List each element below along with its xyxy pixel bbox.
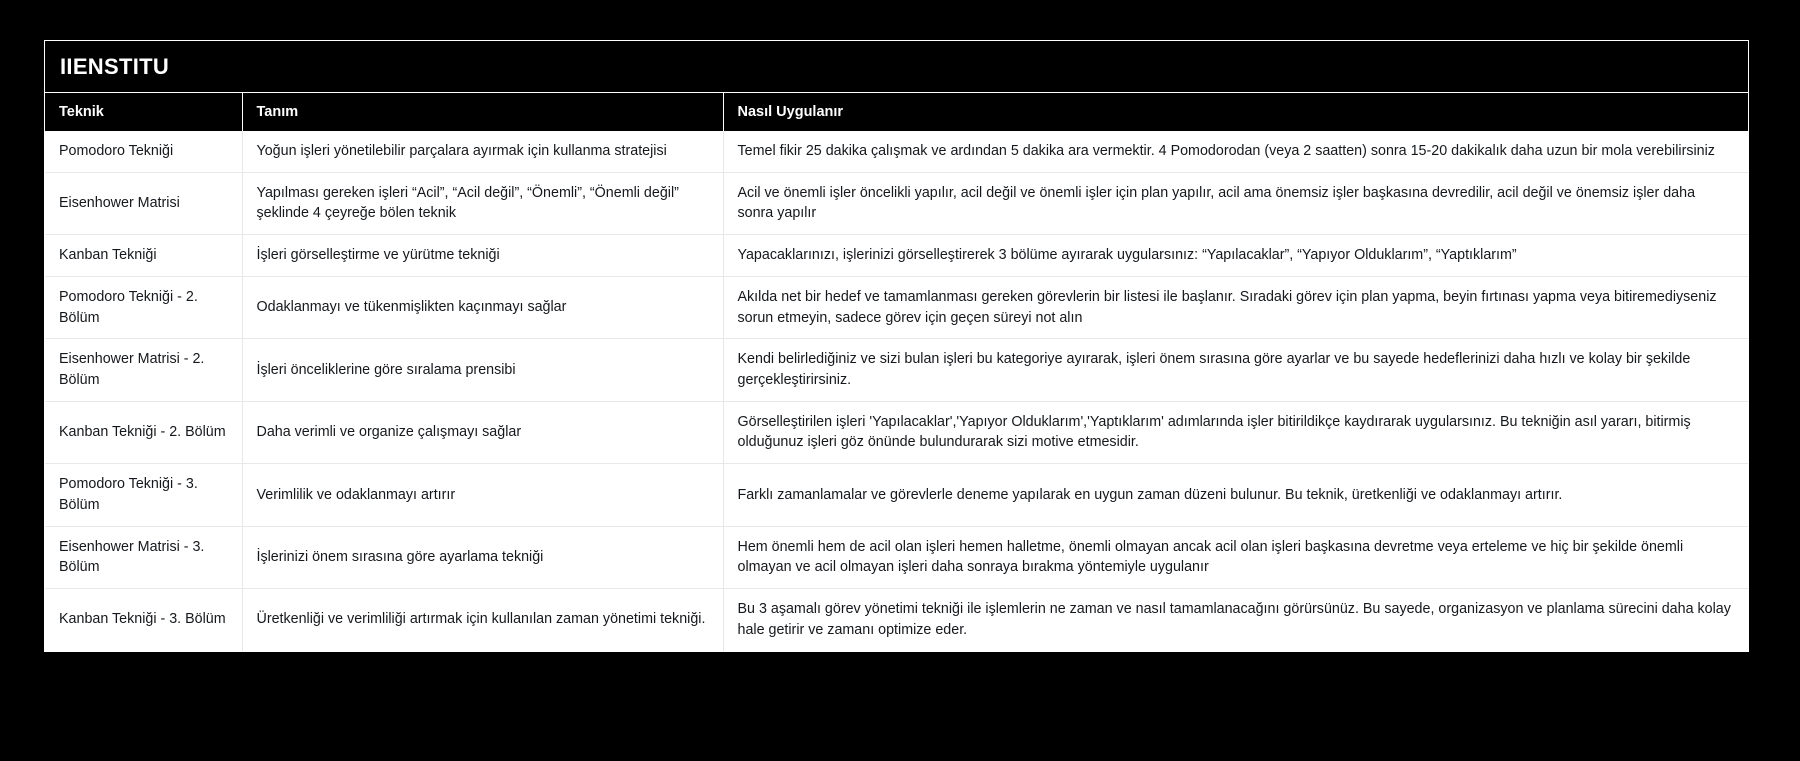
cell-teknik: Pomodoro Tekniği - 2. Bölüm (45, 276, 242, 338)
cell-teknik: Eisenhower Matrisi - 2. Bölüm (45, 339, 242, 401)
cell-nasil-uygulanir: Temel fikir 25 dakika çalışmak ve ardından 5 dakika ara vermektir. 4 Pomodorodan (veya 2 saatten) sonra 15-20 dakikalık daha uzun bir mola verebilirsiniz (723, 131, 1748, 172)
cell-nasil-uygulanir: Akılda net bir hedef ve tamamlanması gereken görevlerin bir listesi ile başlanır. Sıradaki görev için plan yapma, beyin fırtınası yapma veya bitiremediyseniz sorun etmeyin, sadece görev için geçen süreyi not alın (723, 276, 1748, 338)
cell-nasil-uygulanir: Yapacaklarınızı, işlerinizi görselleştirerek 3 bölüme ayırarak uygularsınız: “Yapılacaklar”, “Yapıyor Olduklarım”, “Yaptıklarım” (723, 235, 1748, 277)
cell-tanim: İşleri önceliklerine göre sıralama prensibi (242, 339, 723, 401)
cell-nasil-uygulanir: Hem önemli hem de acil olan işleri hemen halletme, önemli olmayan ancak acil olan işleri başkasına devretme veya erteleme ve hiç bir şekilde önemli olmayan ve acil olmayan işleri daha sonraya bırakma yöntemiyle uygulanır (723, 526, 1748, 588)
table-row (45, 526, 1748, 588)
table-row (45, 131, 1748, 172)
column-header-nasil-uygulanir: Nasıl Uygulanır (723, 93, 1748, 131)
techniques-table (45, 93, 1748, 651)
column-header-tanim: Tanım (242, 93, 723, 131)
cell-nasil-uygulanir: Farklı zamanlamalar ve görevlerle deneme yapılarak en uygun zaman düzeni bulunur. Bu teknik, üretkenliği ve odaklanmayı artırır. (723, 464, 1748, 526)
cell-tanim: Daha verimli ve organize çalışmayı sağlar (242, 401, 723, 463)
table-row (45, 464, 1748, 526)
cell-teknik: Kanban Tekniği - 2. Bölüm (45, 401, 242, 463)
cell-teknik: Kanban Tekniği - 3. Bölüm (45, 589, 242, 651)
cell-nasil-uygulanir: Görselleştirilen işleri 'Yapılacaklar','Yapıyor Olduklarım','Yaptıklarım' adımlarında işler bitirildikçe kaydırarak uygularsınız. Bu tekniğin asıl yararı, bitirmiş olduğunuz işleri göz önünde bulundurarak sizi motive etmesidir. (723, 401, 1748, 463)
techniques-table-card (44, 40, 1749, 652)
cell-tanim: İşleri görselleştirme ve yürütme tekniği (242, 235, 723, 277)
table-row (45, 401, 1748, 463)
table-header-row (45, 93, 1748, 131)
brand-title: IIENSTITU (60, 53, 170, 79)
table-row (45, 235, 1748, 277)
cell-teknik: Pomodoro Tekniği - 3. Bölüm (45, 464, 242, 526)
cell-tanim: Yapılması gereken işleri “Acil”, “Acil değil”, “Önemli”, “Önemli değil” şeklinde 4 çeyreğe bölen teknik (242, 172, 723, 234)
cell-tanim: Odaklanmayı ve tükenmişlikten kaçınmayı sağlar (242, 276, 723, 338)
cell-teknik: Eisenhower Matrisi (45, 172, 242, 234)
table-header (45, 93, 1748, 131)
cell-teknik: Kanban Tekniği (45, 235, 242, 277)
cell-tanim: Üretkenliği ve verimliliği artırmak için kullanılan zaman yönetimi tekniği. (242, 589, 723, 651)
table-row (45, 276, 1748, 338)
brand-header (45, 41, 1748, 93)
cell-nasil-uygulanir: Bu 3 aşamalı görev yönetimi tekniği ile işlemlerin ne zaman ve nasıl tamamlanacağını görürsünüz. Bu sayede, organizasyon ve planlama sürecini daha kolay hale getirir ve zamanı optimize eder. (723, 589, 1748, 651)
cell-teknik: Eisenhower Matrisi - 3. Bölüm (45, 526, 242, 588)
cell-nasil-uygulanir: Kendi belirlediğiniz ve sizi bulan işleri bu kategoriye ayırarak, işleri önem sırasına göre ayarlar ve bu sayede hedeflerinizi daha hızlı ve kolay bir şekilde gerçekleştirirsiniz. (723, 339, 1748, 401)
cell-nasil-uygulanir: Acil ve önemli işler öncelikli yapılır, acil değil ve önemli işler için plan yapılır, acil ama önemsiz işler başkasına devredilir, acil değil ve önemsiz işler daha sonra yapılır (723, 172, 1748, 234)
table-row (45, 339, 1748, 401)
cell-tanim: İşlerinizi önem sırasına göre ayarlama tekniği (242, 526, 723, 588)
cell-tanim: Yoğun işleri yönetilebilir parçalara ayırmak için kullanma stratejisi (242, 131, 723, 172)
table-row (45, 172, 1748, 234)
cell-tanim: Verimlilik ve odaklanmayı artırır (242, 464, 723, 526)
table-body (45, 131, 1748, 651)
cell-teknik: Pomodoro Tekniği (45, 131, 242, 172)
table-row (45, 589, 1748, 651)
column-header-teknik: Teknik (45, 93, 242, 131)
